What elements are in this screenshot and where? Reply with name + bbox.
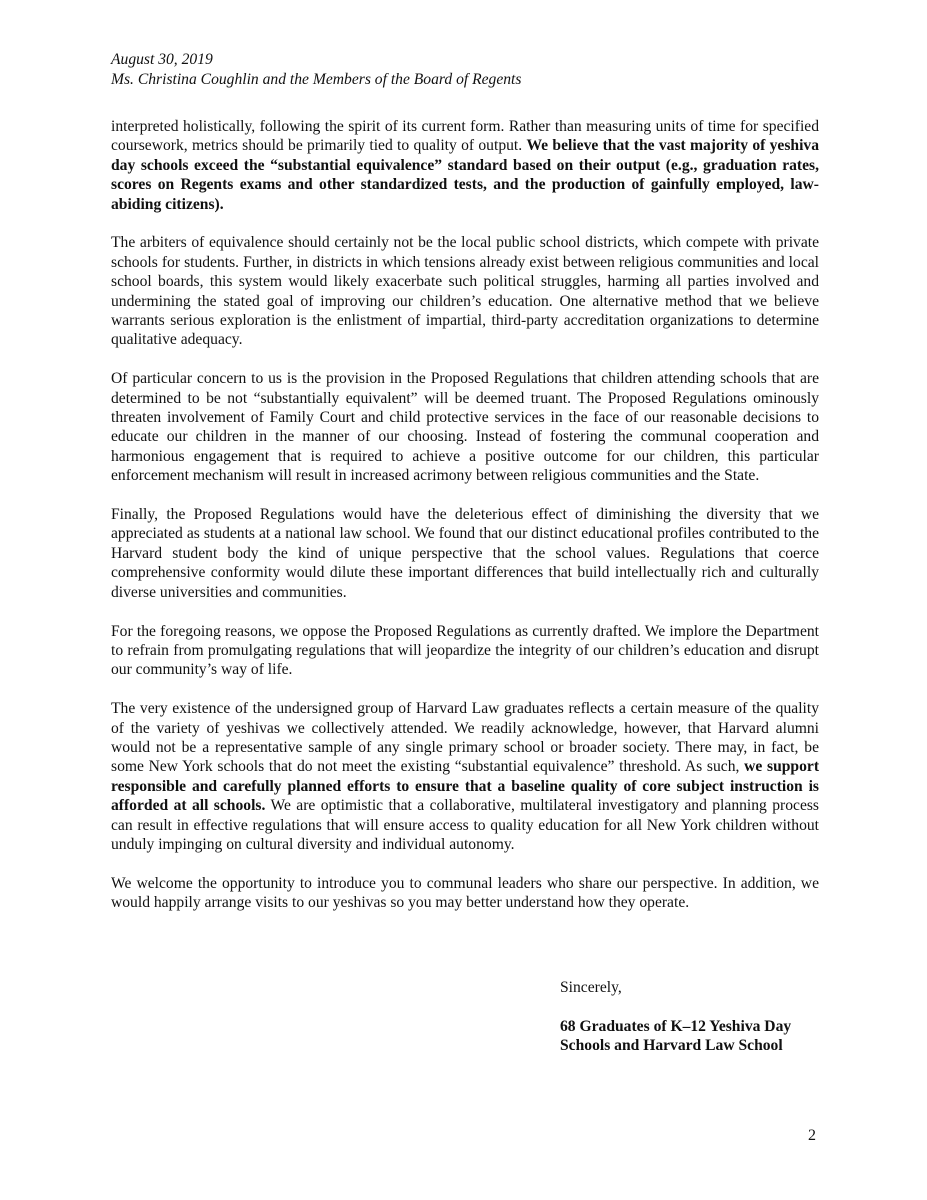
- signature-line-2: Schools and Harvard Law School: [560, 1037, 783, 1055]
- text-segment: We are optimistic that a collaborative, multilateral investigatory and planning process can result in effective regulations that will ensure access to quality education for all New York children without unduly impinging on cultural diversity and individual autonomy.: [111, 797, 819, 853]
- text-segment: interpreted holistically, following the spirit of its current form. Rather than measuring units of time for specified coursework, metrics should be primarily tied to quality of output.: [111, 118, 819, 155]
- header-recipient: Ms. Christina Coughlin and the Members of the Board of Regents: [111, 71, 522, 88]
- text-segment: Of particular concern to us is the provision in the Proposed Regulations that children attending schools that are determined to be not “substantially equivalent” will be deemed truant. The Proposed Regulations ominously threaten involvement of Family Court and child protective services in the face of our reasonable decisions to educate our children in the manner of our choosing. Instead of fostering the communal cooperation and harmonious engagement that is required to achieve a positive outcome for our children, this particular enforcement mechanism will result in increased acrimony between religious communities and the State.: [111, 370, 819, 485]
- page-number: 2: [808, 1127, 816, 1144]
- body-paragraph: [111, 369, 819, 485]
- text-segment: For the foregoing reasons, we oppose the Proposed Regulations as currently drafted. We implore the Department to refrain from promulgating regulations that will jeopardize the integrity of our children’s education and disrupt our community’s way of life.: [111, 622, 819, 679]
- body-paragraph: [111, 699, 819, 854]
- body-paragraph: [111, 622, 819, 680]
- bold-text-segment: We believe that the vast majority of yeshiva day schools exceed the “substantial equivalence” standard based on their output (e.g., graduation rates, scores on Regents exams and other standardized tests, and the production of gainfully employed, law-abiding citizens).: [111, 137, 819, 213]
- closing-salutation: Sincerely,: [560, 979, 622, 996]
- signature-block: [560, 1017, 791, 1056]
- body-paragraph: [111, 233, 819, 349]
- bold-text-segment: we support responsible and carefully planned efforts to ensure that a baseline quality of core subject instruction is afforded at all schools.: [111, 758, 820, 815]
- body-paragraph: [111, 505, 819, 602]
- letter-header: [111, 50, 521, 90]
- text-segment: The arbiters of equivalence should certainly not be the local public school districts, which compete with private schools for students. Further, in districts in which tensions already exist between religious communities and local school boards, this system would likely exacerbate such political struggles, harming all parties involved and undermining the stated goal of improving our children’s education. One alternative method that we believe warrants serious exploration is the enlistment of impartial, third-party accreditation organizations to determine qualitative adequacy.: [111, 234, 819, 349]
- signature-line-1: 68 Graduates of K–12 Yeshiva Day: [560, 1017, 792, 1035]
- letter-body: [111, 117, 819, 932]
- text-segment: Finally, the Proposed Regulations would have the deleterious effect of diminishing the diversity that we appreciated as students at a national law school. We found that our distinct educational profiles contributed to the Harvard student body the kind of unique perspective that the school values. Regulations that coerce comprehensive conformity would dilute these important differences that build intellectually rich and culturally diverse universities and communities.: [111, 506, 819, 601]
- header-date: August 30, 2019: [111, 51, 213, 68]
- text-segment: We welcome the opportunity to introduce you to communal leaders who share our perspective. In addition, we would happily arrange visits to our yeshivas so you may better understand how they operate.: [111, 874, 819, 912]
- body-paragraph: [111, 117, 819, 214]
- text-segment: The very existence of the undersigned group of Harvard Law graduates reflects a certain measure of the quality of the variety of yeshivas we collectively attended. We readily acknowledge, however, that Harvard alumni would not be a representative sample of any single primary school or broader society. There may, in fact, be some New York schools that do not meet the existing “substantial equivalence” threshold. As such,: [111, 700, 819, 776]
- body-paragraph: [111, 874, 819, 913]
- letter-closing: [560, 978, 791, 1056]
